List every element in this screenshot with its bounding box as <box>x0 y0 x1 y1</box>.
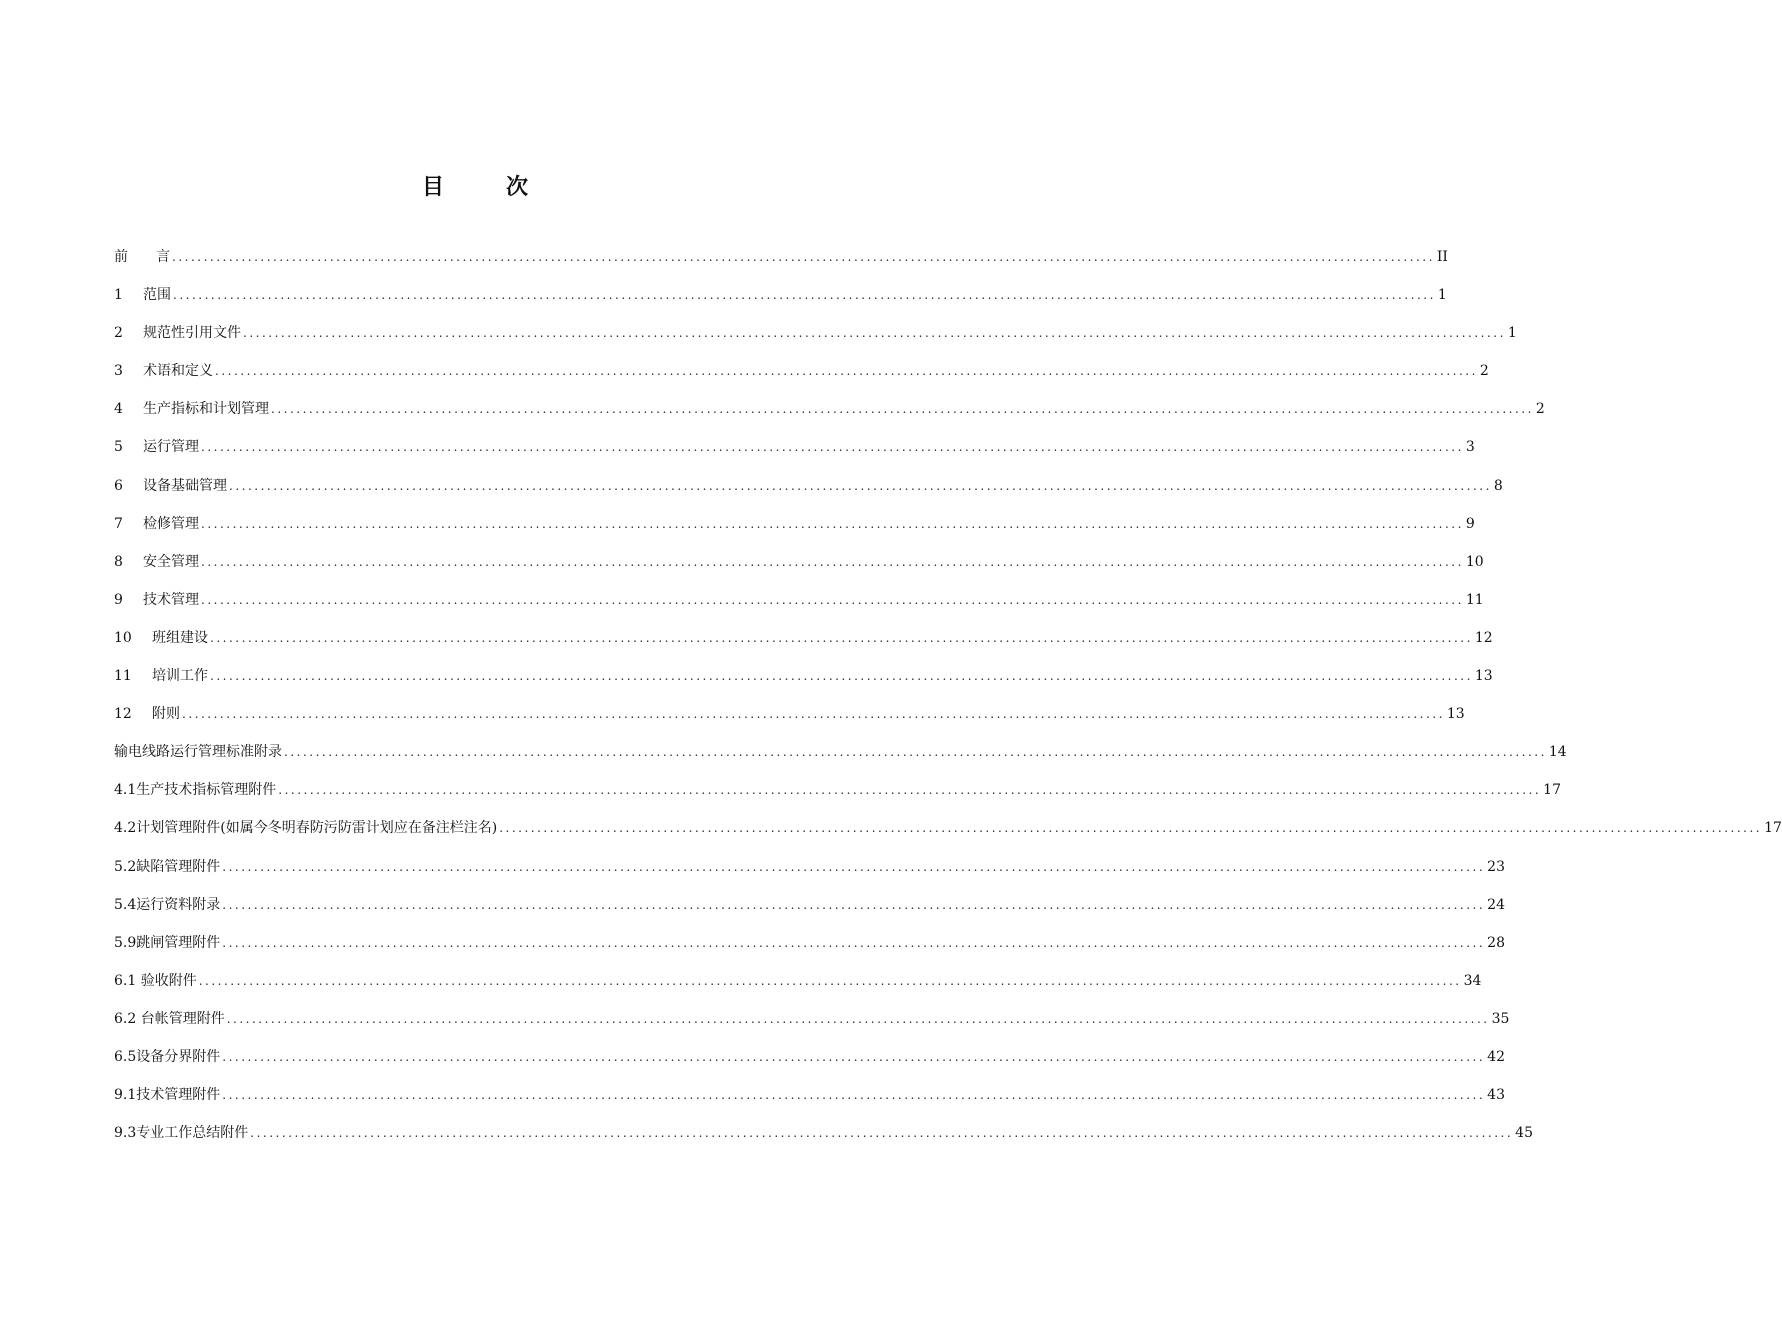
toc-entry[interactable] <box>114 1114 1533 1152</box>
toc-page-number: 45 <box>1515 1125 1533 1142</box>
toc-entry[interactable] <box>114 428 1475 466</box>
toc-page-number: 13 <box>1446 706 1465 723</box>
toc-page-number: 2 <box>1479 363 1489 380</box>
toc-leader-dots: ........................................................................................................................................................................................................ <box>182 707 1445 722</box>
toc-entry-number: 8 <box>114 553 123 570</box>
toc-page-number: 42 <box>1487 1048 1505 1065</box>
toc-leader-dots: ........................................................................................................................................................................................................ <box>172 250 1435 264</box>
toc-page-number: 12 <box>1474 629 1493 646</box>
toc-leader-dots: ........................................................................................................................................................................................................ <box>210 669 1473 684</box>
toc-entry-text: 9.3专业工作总结附件 <box>114 1125 249 1142</box>
toc-leader-dots: ........................................................................................................................................................................................................ <box>201 516 1464 531</box>
toc-entry-number: 10 <box>114 629 132 646</box>
toc-entry[interactable] <box>114 1000 1510 1038</box>
toc-entry[interactable] <box>114 771 1561 809</box>
toc-entry-text: 培训工作 <box>152 668 208 685</box>
toc-page-number: 1 <box>1507 325 1517 342</box>
toc-page-number: 1 <box>1437 287 1447 304</box>
toc-leader-dots: ........................................................................................................................................................................................................ <box>222 1088 1486 1103</box>
toc-entry-number: 4 <box>114 401 123 418</box>
toc-leader-dots: ........................................................................................................................................................................................................ <box>215 364 1478 379</box>
toc-entry-number: 7 <box>114 515 123 532</box>
toc-page-number: 2 <box>1535 401 1545 418</box>
toc-entry[interactable] <box>114 276 1447 314</box>
toc-title: 目次 <box>421 175 590 200</box>
toc-entry-number: 9 <box>114 591 123 608</box>
toc-entry[interactable] <box>114 695 1465 733</box>
toc-entry-text: 6.5设备分界附件 <box>114 1048 221 1065</box>
toc-leader-dots: ........................................................................................................................................................................................................ <box>226 1011 1490 1026</box>
toc-page-number: 17 <box>1764 820 1782 837</box>
toc-entry[interactable] <box>114 848 1505 886</box>
toc-entry[interactable] <box>114 924 1505 962</box>
toc-page-number: 9 <box>1465 515 1475 532</box>
toc-entry[interactable] <box>114 733 1567 771</box>
toc-entry[interactable] <box>114 962 1482 1000</box>
toc-entry-text: 5.4运行资料附录 <box>114 896 221 913</box>
toc-entry-text: 输电线路运行管理标准附录 <box>114 744 282 761</box>
toc-page-number: 11 <box>1465 591 1484 608</box>
toc-entry-text: 范围 <box>143 287 171 304</box>
toc-leader-dots: ........................................................................................................................................................................................................ <box>499 821 1763 836</box>
toc-entry[interactable] <box>114 581 1484 619</box>
toc-leader-dots: ........................................................................................................................................................................................................ <box>271 402 1534 417</box>
toc-leader-dots: ........................................................................................................................................................................................................ <box>222 1049 1486 1064</box>
toc-page-number: 8 <box>1493 477 1503 494</box>
toc-entry[interactable] <box>114 505 1475 543</box>
toc-entry-text: 规范性引用文件 <box>143 325 241 342</box>
toc-page-number: 13 <box>1474 668 1493 685</box>
toc-entry[interactable] <box>114 467 1503 505</box>
toc-entry-text: 前 言 <box>114 249 170 265</box>
toc-entry-text: 6.2 台帐管理附件 <box>114 1010 225 1027</box>
toc-page-number: 35 <box>1491 1010 1510 1027</box>
toc-leader-dots: ........................................................................................................................................................................................................ <box>250 1126 1514 1141</box>
toc-entry[interactable] <box>114 1038 1505 1076</box>
toc-entry[interactable] <box>114 238 1448 276</box>
toc-entry-number: 5 <box>114 439 123 456</box>
toc-page-number: II <box>1436 249 1448 265</box>
toc-entry-text: 附则 <box>152 706 180 723</box>
toc-leader-dots: ........................................................................................................................................................................................................ <box>173 288 1436 303</box>
toc-entry-number: 3 <box>114 363 123 380</box>
toc-page-number: 24 <box>1487 896 1505 913</box>
toc-entry-text: 6.1 验收附件 <box>114 972 197 989</box>
toc-page-number: 23 <box>1487 858 1505 875</box>
toc-entry-number: 11 <box>114 668 132 685</box>
toc-entry-text: 检修管理 <box>143 515 199 532</box>
toc-leader-dots: ........................................................................................................................................................................................................ <box>222 935 1486 950</box>
toc-entry[interactable] <box>114 352 1489 390</box>
toc-entry-text: 术语和定义 <box>143 363 213 380</box>
toc-entry-text: 5.2缺陷管理附件 <box>114 858 221 875</box>
toc-entry-number: 2 <box>114 325 123 342</box>
table-of-contents <box>114 238 1782 1152</box>
toc-leader-dots: ........................................................................................................................................................................................................ <box>222 897 1486 912</box>
toc-leader-dots: ........................................................................................................................................................................................................ <box>222 859 1486 874</box>
toc-leader-dots: ........................................................................................................................................................................................................ <box>229 478 1492 493</box>
toc-entry[interactable] <box>114 809 1782 847</box>
toc-leader-dots: ........................................................................................................................................................................................................ <box>198 973 1462 988</box>
toc-entry[interactable] <box>114 657 1493 695</box>
toc-entry[interactable] <box>114 886 1505 924</box>
toc-entry-text: 4.2计划管理附件(如属今冬明春防污防雷计划应在备注栏注名) <box>114 820 498 837</box>
toc-entry-text: 安全管理 <box>143 553 199 570</box>
toc-leader-dots: ........................................................................................................................................................................................................ <box>243 326 1506 341</box>
toc-entry-text: 4.1生产技术指标管理附件 <box>114 782 277 799</box>
toc-entry[interactable] <box>114 1076 1505 1114</box>
toc-leader-dots: ........................................................................................................................................................................................................ <box>201 554 1464 569</box>
toc-page-number: 28 <box>1487 934 1505 951</box>
toc-leader-dots: ........................................................................................................................................................................................................ <box>284 745 1547 760</box>
toc-page-number: 3 <box>1465 439 1475 456</box>
toc-leader-dots: ........................................................................................................................................................................................................ <box>210 630 1473 645</box>
toc-entry-text: 5.9跳闸管理附件 <box>114 934 221 951</box>
toc-leader-dots: ........................................................................................................................................................................................................ <box>201 440 1464 455</box>
toc-entry-text: 运行管理 <box>143 439 199 456</box>
toc-entry-text: 班组建设 <box>152 629 208 646</box>
toc-page-number: 17 <box>1543 782 1561 799</box>
toc-page-number: 14 <box>1548 744 1567 761</box>
toc-page-number: 10 <box>1465 553 1484 570</box>
toc-entry[interactable] <box>114 543 1484 581</box>
toc-entry-number: 12 <box>114 706 132 723</box>
toc-leader-dots: ........................................................................................................................................................................................................ <box>278 783 1542 798</box>
toc-entry-text: 设备基础管理 <box>143 477 227 494</box>
toc-entry-text: 9.1技术管理附件 <box>114 1087 221 1104</box>
toc-page-number: 34 <box>1463 972 1482 989</box>
toc-page-number: 43 <box>1487 1087 1505 1104</box>
toc-entry-text: 技术管理 <box>143 591 199 608</box>
toc-entry-number: 6 <box>114 477 123 494</box>
toc-entry[interactable] <box>114 619 1493 657</box>
toc-entry-text: 生产指标和计划管理 <box>143 401 269 418</box>
toc-entry[interactable] <box>114 314 1517 352</box>
toc-entry-number: 1 <box>114 287 123 304</box>
toc-leader-dots: ........................................................................................................................................................................................................ <box>201 592 1464 607</box>
toc-entry[interactable] <box>114 390 1545 428</box>
